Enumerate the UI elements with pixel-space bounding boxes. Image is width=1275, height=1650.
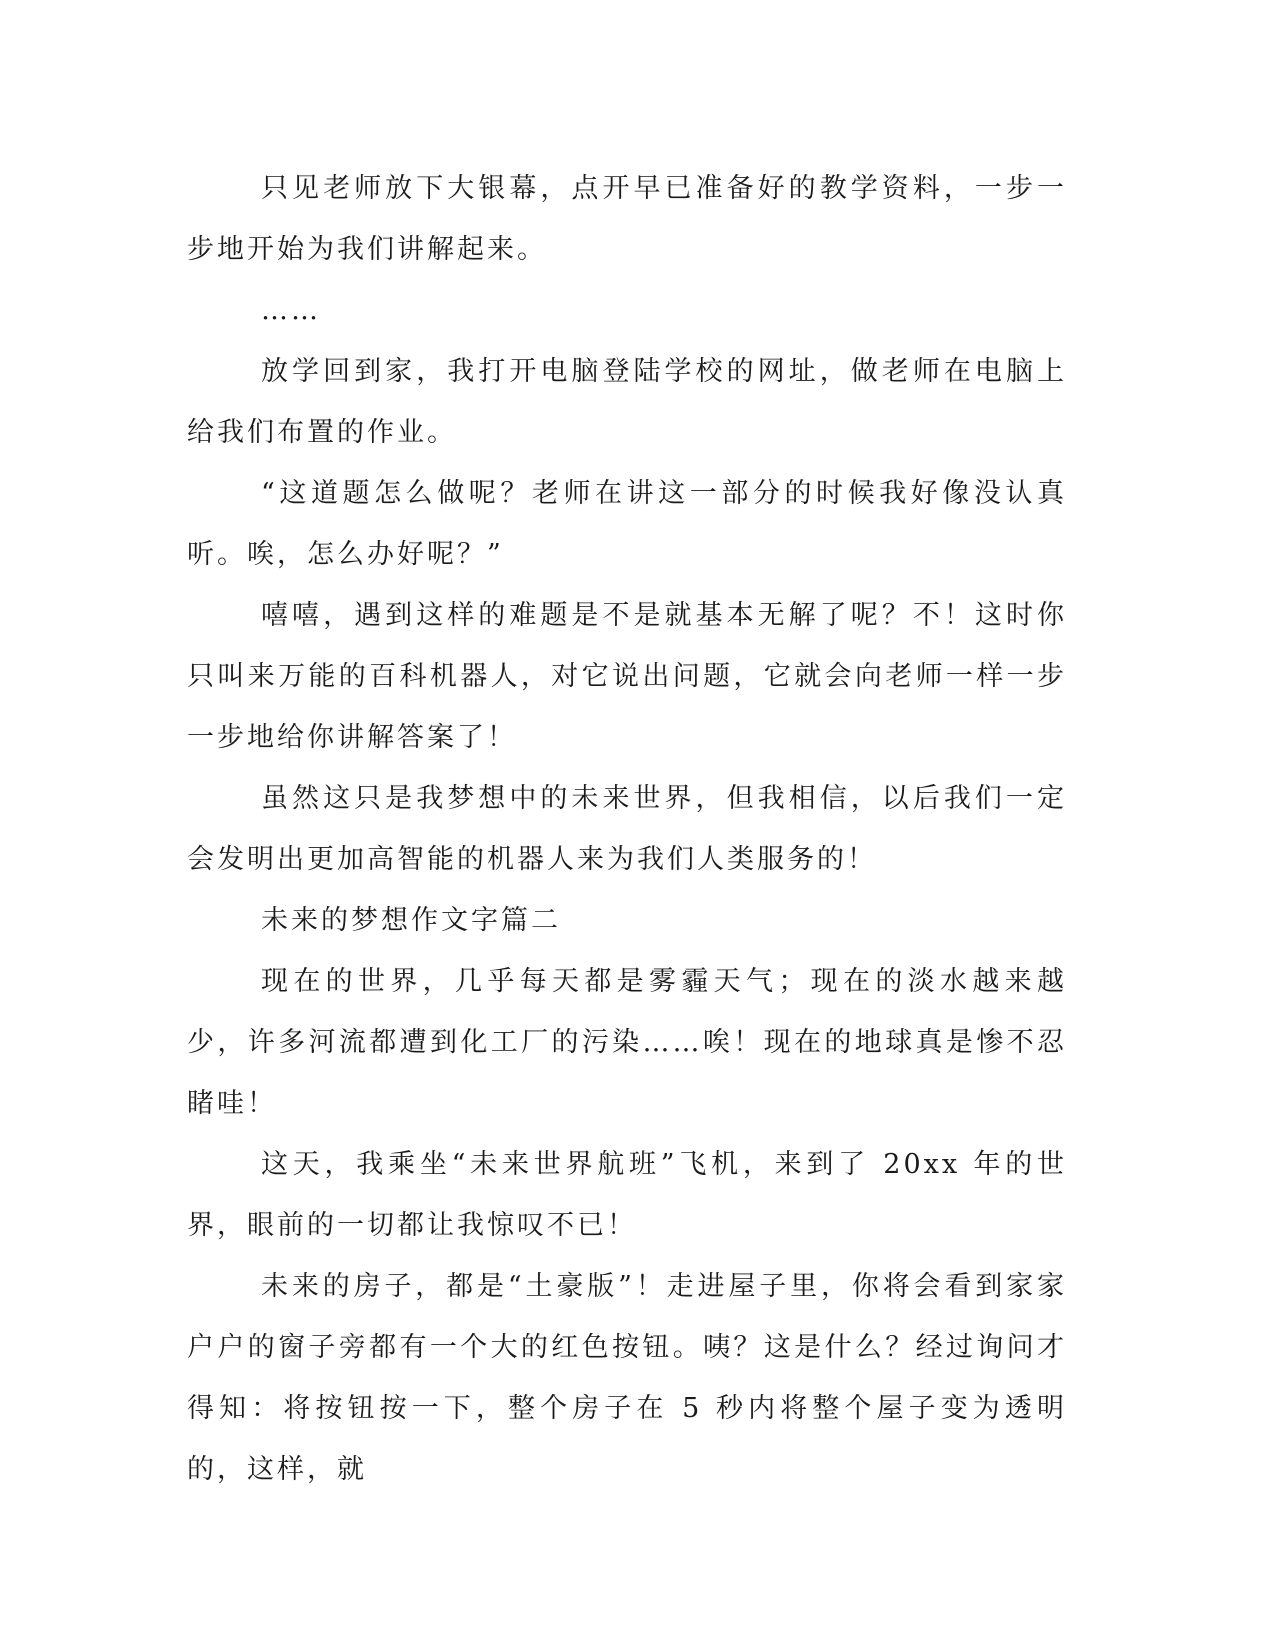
- paragraph-dream: 虽然这只是我梦想中的未来世界，但我相信，以后我们一定会发明出更加高智能的机器人来为我们人类服务的！: [187, 783, 1067, 875]
- essay-body: [187, 158, 1067, 1500]
- paragraph-robot: 嘻嘻，遇到这样的难题是不是就基本无解了呢？不！这时你只叫来万能的百科机器人，对它说出问题，它就会向老师一样一步一步地给你讲解答案了！: [187, 600, 1067, 753]
- paragraph-future-flight: 这天，我乘坐“未来世界航班”飞机，来到了 20xx 年的世界，眼前的一切都让我惊叹不已！: [187, 1149, 1067, 1241]
- paragraph-homework: 放学回到家，我打开电脑登陆学校的网址，做老师在电脑上给我们布置的作业。: [187, 356, 1067, 448]
- section-heading: 未来的梦想作文字篇二: [261, 905, 561, 936]
- paragraph-question: “这道题怎么做呢？老师在讲这一部分的时候我好像没认真听。唉，怎么办好呢？”: [187, 478, 1067, 570]
- paragraph-ellipsis: ……: [261, 295, 321, 326]
- paragraph-teacher-screen: 只见老师放下大银幕，点开早已准备好的教学资料，一步一步地开始为我们讲解起来。: [187, 173, 1067, 265]
- paragraph-pollution: 现在的世界，几乎每天都是雾霾天气；现在的淡水越来越少，许多河流都遭到化工厂的污染……唉！现在的地球真是惨不忍睹哇！: [187, 966, 1067, 1119]
- paragraph-future-house: 未来的房子，都是“土豪版”！走进屋子里，你将会看到家家户户的窗子旁都有一个大的红色按钮。咦？这是什么？经过询问才得知：将按钮按一下，整个房子在 5 秒内将整个屋子变为透明的，这样，就: [187, 1271, 1067, 1485]
